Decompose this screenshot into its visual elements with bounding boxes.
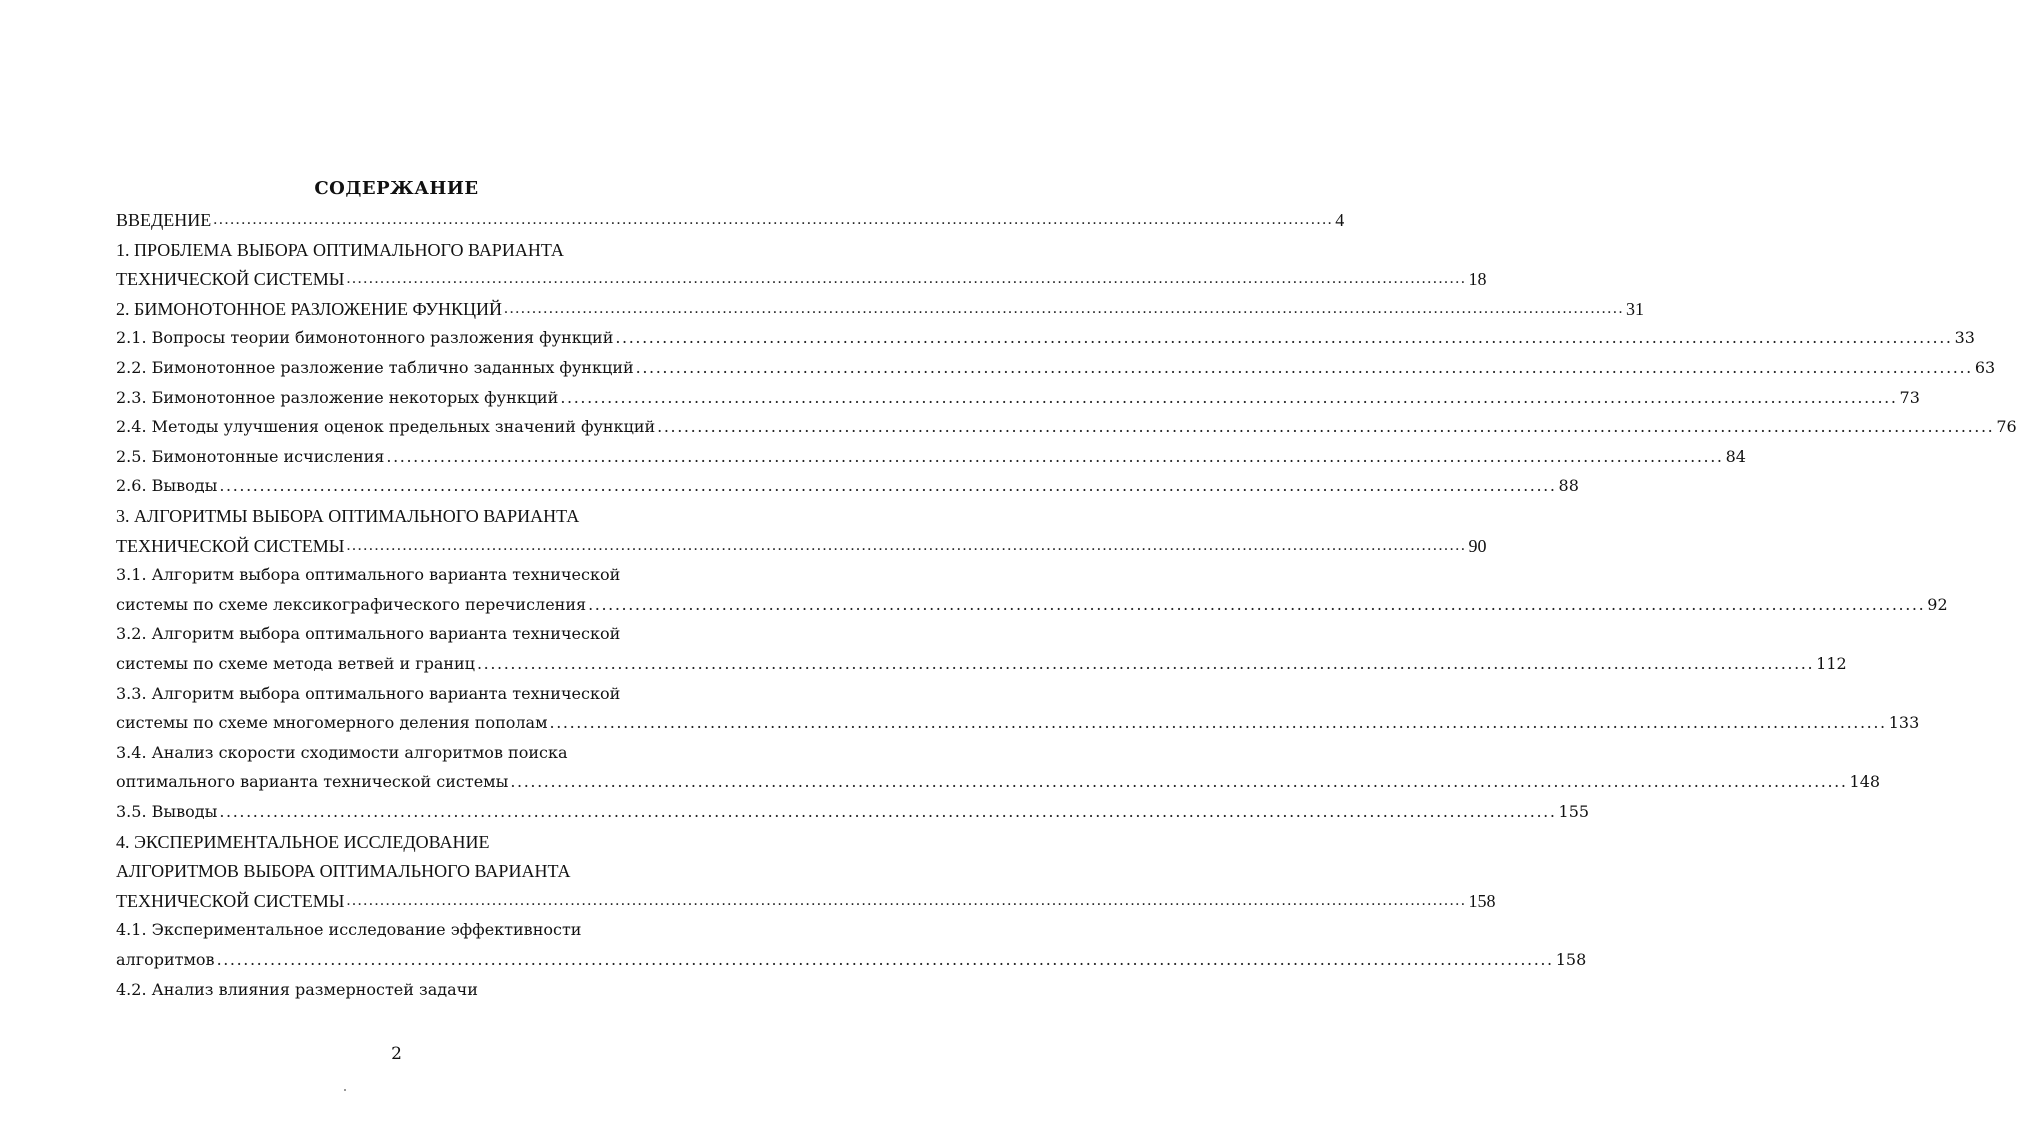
toc-entry-page: 90 xyxy=(1468,536,1487,556)
toc-entry xyxy=(116,324,1975,348)
toc-entry-page: 88 xyxy=(1558,476,1579,495)
toc-leader-dots: ........................................................................................................................................................................................................ xyxy=(504,300,1625,317)
toc-leader-dots: ........................................................................................................................................................................................................ xyxy=(346,892,1467,909)
toc-leader-dots: ........................................................................................................................................................................................................ xyxy=(346,537,1467,554)
toc-leader-dots: ........................................................................................................................................................................................................ xyxy=(219,476,1557,495)
toc-entry-page: 92 xyxy=(1927,595,1948,614)
toc-entry xyxy=(116,976,714,1000)
toc-entry-text: 4.2. Анализ влияния размерностей задачи xyxy=(116,980,478,999)
toc-entry xyxy=(116,591,1948,615)
toc-entry xyxy=(116,739,714,763)
toc-entry-page: 84 xyxy=(1725,447,1746,466)
toc-entry-page: 33 xyxy=(1954,328,1975,347)
toc-entry-page: 158 xyxy=(1555,950,1587,969)
toc-leader-dots: ........................................................................................................................................................................................................ xyxy=(219,802,1557,821)
toc-leader-dots: ........................................................................................................................................................................................................ xyxy=(386,447,1724,466)
toc-entry-text: ТЕХНИЧЕСКОЙ СИСТЕМЫ xyxy=(116,891,345,911)
toc-entry-text: 4.1. Экспериментальное исследование эффективности xyxy=(116,920,582,939)
toc-entry xyxy=(116,295,1645,319)
toc-entry-text: 2.2. Бимонотонное разложение таблично заданных функций xyxy=(116,358,634,377)
toc-entry-page: 112 xyxy=(1816,654,1847,673)
toc-entry-text: 2.6. Выводы xyxy=(116,476,218,495)
toc-entry-page: 76 xyxy=(1996,417,2017,436)
toc-entry-page: 148 xyxy=(1849,772,1881,791)
toc-entry-text: 2.1. Вопросы теории бимонотонного разложения функций xyxy=(116,328,614,347)
toc-entry xyxy=(116,680,714,704)
toc-entry-page: 4 xyxy=(1335,210,1345,230)
toc-entry-text: оптимального варианта технической системы xyxy=(116,772,509,791)
toc-entry-text: 2.4. Методы улучшения оценок предельных значений функций xyxy=(116,417,656,436)
toc-entry-text: алгоритмов xyxy=(116,950,215,969)
toc-entry xyxy=(116,354,1996,378)
toc-leader-dots: ........................................................................................................................................................................................................ xyxy=(510,772,1848,791)
toc-entry xyxy=(116,650,1847,674)
toc-entry-text: 2.5. Бимонотонные исчисления xyxy=(116,447,385,466)
toc-entry-text: 2. БИМОНОТОННОЕ РАЗЛОЖЕНИЕ ФУНКЦИЙ xyxy=(116,299,503,319)
toc-entry xyxy=(116,532,1487,556)
toc-entry-text: ТЕХНИЧЕСКОЙ СИСТЕМЫ xyxy=(116,269,345,289)
toc-entry xyxy=(116,206,1345,230)
toc-entry-text: 3.3. Алгоритм выбора оптимального варианта технической xyxy=(116,684,621,703)
toc-entry xyxy=(116,709,1920,733)
toc-entry xyxy=(116,828,714,852)
toc-leader-dots: ........................................................................................................................................................................................................ xyxy=(615,328,1953,347)
toc-entry xyxy=(116,561,714,585)
toc-entry-page: 18 xyxy=(1468,269,1487,289)
toc-entry-text: 3.5. Выводы xyxy=(116,802,218,821)
toc-entry xyxy=(116,502,714,526)
toc-entry xyxy=(116,384,1920,408)
toc-entry xyxy=(116,916,714,940)
toc-leader-dots: ........................................................................................................................................................................................................ xyxy=(213,211,1334,228)
toc-entry xyxy=(116,887,1496,911)
toc-entry xyxy=(116,472,1579,496)
toc-entry-text: системы по схеме лексикографического перечисления xyxy=(116,595,587,614)
toc-entry-text: АЛГОРИТМОВ ВЫБОРА ОПТИМАЛЬНОГО ВАРИАНТА xyxy=(116,861,571,881)
toc-leader-dots: ........................................................................................................................................................................................................ xyxy=(657,417,1995,436)
toc-entry-page: 63 xyxy=(1974,358,1996,377)
toc-leader-dots: ........................................................................................................................................................................................................ xyxy=(560,388,1898,407)
toc-leader-dots: ........................................................................................................................................................................................................ xyxy=(476,654,1815,673)
toc-entry-page: 133 xyxy=(1888,713,1920,732)
toc-leader-dots: ........................................................................................................................................................................................................ xyxy=(346,270,1467,287)
toc-entry-page: 73 xyxy=(1899,388,1920,407)
toc-entry xyxy=(116,946,1587,970)
toc-entry-text: 3.1. Алгоритм выбора оптимального варианта технической xyxy=(116,565,621,584)
toc-entry xyxy=(116,768,1881,792)
toc-entry-page: 31 xyxy=(1626,299,1645,319)
toc-entry xyxy=(116,265,1487,289)
toc-entry-page: 155 xyxy=(1558,802,1590,821)
toc-entry xyxy=(116,798,1590,822)
toc-entry-text: системы по схеме многомерного деления пополам xyxy=(116,713,548,732)
toc-entry-text: ТЕХНИЧЕСКОЙ СИСТЕМЫ xyxy=(116,536,345,556)
toc-leader-dots: ........................................................................................................................................................................................................ xyxy=(635,358,1973,377)
toc-entry-text: 3.2. Алгоритм выбора оптимального варианта технической xyxy=(116,624,621,643)
toc-entry xyxy=(116,443,1746,467)
toc-title: СОДЕРЖАНИЕ xyxy=(314,178,479,199)
scan-speck xyxy=(344,1089,346,1091)
toc-entry-page: 158 xyxy=(1468,891,1496,911)
page-number: 2 xyxy=(391,1044,402,1064)
toc-entry-text: 4. ЭКСПЕРИМЕНТАЛЬНОЕ ИССЛЕДОВАНИЕ xyxy=(116,832,490,852)
toc-entry-text: 1. ПРОБЛЕМА ВЫБОРА ОПТИМАЛЬНОГО ВАРИАНТА xyxy=(116,240,564,260)
toc-leader-dots: ........................................................................................................................................................................................................ xyxy=(549,713,1887,732)
toc-entry-text: ВВЕДЕНИЕ xyxy=(116,210,212,230)
toc-entry-text: 3. АЛГОРИТМЫ ВЫБОРА ОПТИМАЛЬНОГО ВАРИАНТА xyxy=(116,506,580,526)
toc-entry xyxy=(116,236,714,260)
toc-entry-text: 3.4. Анализ скорости сходимости алгоритмов поиска xyxy=(116,743,568,762)
toc-entry-text: системы по схеме метода ветвей и границ xyxy=(116,654,475,673)
toc-entry-text: 2.3. Бимонотонное разложение некоторых функций xyxy=(116,388,559,407)
toc-leader-dots: ........................................................................................................................................................................................................ xyxy=(588,595,1926,614)
toc-leader-dots: ........................................................................................................................................................................................................ xyxy=(216,950,1554,969)
toc-entry xyxy=(116,857,714,881)
toc-entry xyxy=(116,620,714,644)
toc-entry xyxy=(116,413,2017,437)
